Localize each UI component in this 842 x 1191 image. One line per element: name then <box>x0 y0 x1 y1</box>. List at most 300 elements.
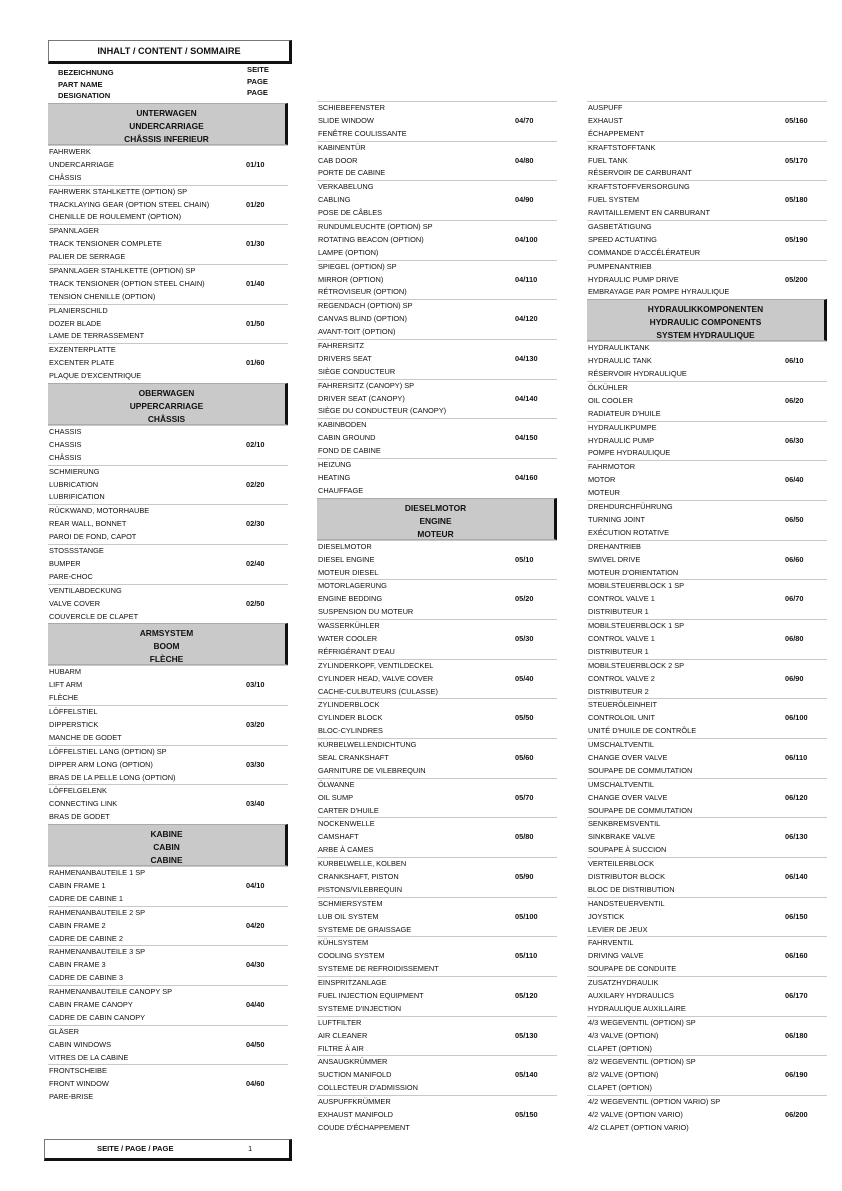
page-title: INHALT / CONTENT / SOMMAIRE <box>48 40 292 64</box>
toc-entry[interactable] <box>317 299 557 339</box>
part-name-de: CHASSIS <box>49 427 82 437</box>
page-code: 04/150 <box>515 433 538 443</box>
section-title-line: KABINE <box>150 829 183 840</box>
part-name-fr: RAVITAILLEMENT EN CARBURANT <box>588 208 710 218</box>
part-name-de: KRAFTSTOFFVERSORGUNG <box>588 182 690 192</box>
part-name-en: 4/3 VALVE (OPTION) <box>588 1030 659 1040</box>
part-name-en: CABIN FRAME 1 <box>49 880 106 890</box>
page-code: 04/130 <box>515 353 538 363</box>
page-code: 05/130 <box>515 1030 538 1040</box>
page-code: 03/20 <box>246 719 265 729</box>
part-name-de: HUBARM <box>49 667 82 677</box>
part-name-en: HYDRAULIC PUMP DRIVE <box>588 274 679 284</box>
part-name-en: BUMPER <box>49 558 81 568</box>
page-code: 06/180 <box>785 1030 808 1040</box>
toc-entry[interactable] <box>587 619 827 659</box>
page-code: 01/50 <box>246 318 265 328</box>
part-name-de: PUMPENANTRIEB <box>588 261 652 271</box>
page-code: 04/140 <box>515 393 538 403</box>
toc-entry[interactable] <box>317 857 557 897</box>
part-name-de: MOBILSTEUERBLOCK 1 SP <box>588 581 685 591</box>
part-name-en: CONTROL VALVE 1 <box>588 594 655 604</box>
page-code: 06/150 <box>785 911 808 921</box>
toc-entry[interactable] <box>317 778 557 818</box>
part-name-de: GASBETÄTIGUNG <box>588 222 652 232</box>
part-name-en: FUEL TANK <box>588 155 628 165</box>
toc-entry[interactable] <box>587 260 827 300</box>
toc-column-3 <box>587 101 827 1135</box>
page-code: 05/80 <box>515 832 534 842</box>
part-name-de: RUNDUMLEUCHTE (OPTION) SP <box>318 222 433 232</box>
page-code: 04/60 <box>246 1079 265 1089</box>
page-code: 05/70 <box>515 792 534 802</box>
part-name-fr: RADIATEUR D'HUILE <box>588 408 661 418</box>
part-name-fr: COUDE D'ÉCHAPPEMENT <box>318 1122 410 1132</box>
page-code: 05/100 <box>515 911 538 921</box>
part-name-de: LUFTFILTER <box>318 1017 362 1027</box>
section-title-line: MOTEUR <box>417 528 454 539</box>
part-name-en: DIESEL ENGINE <box>318 554 375 564</box>
part-name-fr: CLAPET (OPTION) <box>588 1083 652 1093</box>
page-code: 04/20 <box>246 920 265 930</box>
part-name-fr: PISTONS/VILEBREQUIN <box>318 884 403 894</box>
part-name-en: EXHAUST MANIFOLD <box>318 1110 394 1120</box>
part-name-de: SCHMIERUNG <box>49 466 100 476</box>
page-code: 06/50 <box>785 514 804 524</box>
part-name-en: CABIN WINDOWS <box>49 1039 111 1049</box>
part-name-fr: RÉFRIGÉRANT D'EAU <box>318 646 395 656</box>
part-name-fr: CHENILLE DE ROULEMENT (OPTION) <box>49 212 182 222</box>
toc-entry[interactable] <box>48 504 288 544</box>
page-code: 05/30 <box>515 633 534 643</box>
page-code: 01/60 <box>246 358 265 368</box>
toc-entry[interactable] <box>587 141 827 181</box>
part-name-de: MOBILSTEUERBLOCK 1 SP <box>588 621 685 631</box>
toc-entry[interactable] <box>587 976 827 1016</box>
section-title-line: UNTERWAGEN <box>136 108 197 118</box>
toc-entry[interactable] <box>48 745 288 785</box>
part-name-fr: BLOC DE DISTRIBUTION <box>588 884 675 894</box>
part-name-de: KURBELWELLENDICHTUNG <box>318 740 417 750</box>
part-name-de: DREHDURCHFÜHRUNG <box>588 502 673 512</box>
part-name-de: VENTILABDECKUNG <box>49 585 122 595</box>
section-title-line: ENGINE <box>419 515 452 526</box>
toc-entry[interactable] <box>317 976 557 1016</box>
toc-entry[interactable] <box>317 379 557 419</box>
toc-entry[interactable] <box>587 421 827 461</box>
part-name-de: STEUERÖLEINHEIT <box>588 700 657 710</box>
toc-entry[interactable] <box>587 778 827 818</box>
page-code: 04/90 <box>515 195 534 205</box>
part-name-en: CABIN FRAME 3 <box>49 960 106 970</box>
section-header <box>48 623 288 665</box>
part-name-en: DISTRIBUTOR BLOCK <box>588 871 666 881</box>
section-title-line: ARMSYSTEM <box>139 628 194 639</box>
toc-entry[interactable] <box>587 500 827 540</box>
page-code: 04/100 <box>515 234 538 244</box>
part-name-en: LUBRICATION <box>49 479 99 489</box>
part-name-fr: SOUPAPE DE COMMUTATION <box>588 805 693 815</box>
part-name-de: 4/2 WEGEVENTIL (OPTION VARIO) SP <box>588 1097 721 1107</box>
part-name-en: ENGINE BEDDING <box>318 594 383 604</box>
part-name-en: CHASSIS <box>49 439 82 449</box>
part-name-en: 4/2 VALVE (OPTION VARIO) <box>588 1110 683 1120</box>
header-label-page-fr: PAGE <box>247 88 268 97</box>
part-name-fr: RÉSERVOIR HYDRAULIQUE <box>588 369 687 379</box>
page-code: 06/60 <box>785 554 804 564</box>
toc-entry[interactable] <box>48 906 288 946</box>
section-title-line: UPPERCARRIAGE <box>129 401 204 412</box>
toc-entry[interactable] <box>48 343 288 383</box>
part-name-de: MOTORLAGERUNG <box>318 581 387 591</box>
toc-entry[interactable] <box>587 738 827 778</box>
part-name-en: FRONT WINDOW <box>49 1079 109 1089</box>
part-name-en: TRACKLAYING GEAR (OPTION STEEL CHAIN) <box>49 199 210 209</box>
toc-entry[interactable] <box>48 665 288 705</box>
page-code: 02/50 <box>246 598 265 608</box>
page-code: 01/30 <box>246 239 265 249</box>
header-label-seite: SEITE <box>247 65 269 74</box>
part-name-fr: CADRE DE CABINE 3 <box>49 973 123 983</box>
toc-entry[interactable] <box>48 584 288 624</box>
toc-entry[interactable] <box>317 260 557 300</box>
part-name-fr: FOND DE CABINE <box>318 446 381 456</box>
toc-entry[interactable] <box>317 418 557 458</box>
part-name-en: CAB DOOR <box>318 155 358 165</box>
toc-entry[interactable] <box>317 1016 557 1056</box>
part-name-de: SPIEGEL (OPTION) SP <box>318 261 397 271</box>
toc-entry[interactable] <box>587 101 827 141</box>
part-name-fr: SOUPAPE DE CONDUITE <box>588 964 677 974</box>
part-name-de: ZYLINDERKOPF, VENTILDECKEL <box>318 660 434 670</box>
part-name-en: CANVAS BLIND (OPTION) <box>318 314 407 324</box>
toc-entry[interactable] <box>48 544 288 584</box>
part-name-fr: MOTEUR DIESEL <box>318 567 379 577</box>
section-header <box>317 498 557 540</box>
toc-entry[interactable] <box>317 101 557 141</box>
part-name-fr: UNITÉ D'HUILE DE CONTRÔLE <box>588 726 697 736</box>
page-code: 02/40 <box>246 558 265 568</box>
part-name-fr: PALIER DE SERRAGE <box>49 252 126 262</box>
part-name-de: REGENDACH (OPTION) SP <box>318 301 413 311</box>
toc-entry[interactable] <box>48 425 288 465</box>
toc-entry[interactable] <box>48 1025 288 1065</box>
section-title-line: BOOM <box>153 641 180 652</box>
part-name-de: EINSPRITZANLAGE <box>318 978 387 988</box>
page-code: 02/20 <box>246 479 265 489</box>
part-name-de: LÖFFELGELENK <box>49 786 107 796</box>
section-header <box>48 103 288 145</box>
part-name-en: DIPPER ARM LONG (OPTION) <box>49 759 153 769</box>
page-code: 02/30 <box>246 519 265 529</box>
column-header-name <box>58 67 114 102</box>
part-name-en: DRIVERS SEAT <box>318 353 372 363</box>
toc-entry[interactable] <box>48 145 288 185</box>
page-code: 05/110 <box>515 951 538 961</box>
part-name-en: CRANKSHAFT, PISTON <box>318 871 399 881</box>
part-name-de: RAHMENANBAUTEILE 1 SP <box>49 868 146 878</box>
part-name-en: CAMSHAFT <box>318 832 359 842</box>
page-code: 01/10 <box>246 159 265 169</box>
part-name-de: UMSCHALTVENTIL <box>588 779 654 789</box>
toc-entry[interactable] <box>587 1095 827 1135</box>
toc-entry[interactable] <box>48 304 288 344</box>
part-name-fr: CHÂSSIS <box>49 172 82 182</box>
toc-entry[interactable] <box>587 897 827 937</box>
part-name-en: HYDRAULIC TANK <box>588 356 652 366</box>
page-code: 05/50 <box>515 713 534 723</box>
part-name-fr: EXÉCUTION ROTATIVE <box>588 527 670 537</box>
part-name-en: SEAL CRANKSHAFT <box>318 752 389 762</box>
part-name-fr: POSE DE CÂBLES <box>318 208 383 218</box>
footer-label: SEITE / PAGE / PAGE <box>97 1144 174 1153</box>
part-name-fr: SYSTEME DE REFROIDISSEMENT <box>318 964 439 974</box>
part-name-fr: SYSTEME D'INJECTION <box>318 1003 402 1013</box>
toc-entry[interactable] <box>317 141 557 181</box>
toc-entry[interactable] <box>317 698 557 738</box>
toc-entry[interactable] <box>587 579 827 619</box>
part-name-fr: FLÈCHE <box>49 693 79 703</box>
part-name-fr: SUSPENSION DU MOTEUR <box>318 607 414 617</box>
part-name-en: VALVE COVER <box>49 598 101 608</box>
part-name-de: GLÄSER <box>49 1026 79 1036</box>
part-name-fr: CADRE DE CABINE 1 <box>49 893 123 903</box>
part-name-de: SENKBREMSVENTIL <box>588 819 661 829</box>
toc-entry[interactable] <box>317 458 557 498</box>
section-header <box>48 824 288 866</box>
part-name-fr: MANCHE DE GODET <box>49 732 122 742</box>
part-name-de: ANSAUGKRÜMMER <box>318 1057 388 1067</box>
toc-entry[interactable] <box>587 698 827 738</box>
part-name-en: TRACK TENSIONER COMPLETE <box>49 239 162 249</box>
page-code: 06/100 <box>785 713 808 723</box>
section-title-line: CABIN <box>153 842 180 853</box>
page-code: 05/20 <box>515 594 534 604</box>
part-name-de: HYDRAULIKPUMPE <box>588 422 657 432</box>
part-name-de: FAHRVENTIL <box>588 938 634 948</box>
part-name-en: TURNING JOINT <box>588 514 646 524</box>
section-title-line: CABINE <box>150 855 183 866</box>
page-code: 06/90 <box>785 673 804 683</box>
part-name-fr: SOUPAPE DE COMMUTATION <box>588 765 693 775</box>
toc-entry[interactable] <box>317 180 557 220</box>
part-name-en: CHANGE OVER VALVE <box>588 752 668 762</box>
part-name-de: SCHIEBEFENSTER <box>318 103 385 112</box>
toc-entry[interactable] <box>587 460 827 500</box>
page-code: 06/70 <box>785 594 804 604</box>
page-code: 05/160 <box>785 115 808 125</box>
part-name-en: COOLING SYSTEM <box>318 951 385 961</box>
part-name-de: SPANNLAGER STAHLKETTE (OPTION) SP <box>49 266 196 276</box>
page-code: 06/30 <box>785 435 804 445</box>
part-name-en: ROTATING BEACON (OPTION) <box>318 234 424 244</box>
header-label-designation: DESIGNATION <box>58 91 111 100</box>
part-name-fr: 4/2 CLAPET (OPTION VARIO) <box>588 1122 689 1132</box>
page-code: 04/40 <box>246 999 265 1009</box>
part-name-fr: FENÊTRE COULISSANTE <box>318 128 407 138</box>
toc-entry[interactable] <box>48 945 288 985</box>
toc-entry[interactable] <box>587 540 827 580</box>
part-name-fr: CACHE-CULBUTEURS (CULASSE) <box>318 686 438 696</box>
page-code: 06/170 <box>785 991 808 1000</box>
toc-entry[interactable] <box>587 1016 827 1056</box>
page-code: 05/10 <box>515 554 534 564</box>
part-name-en: SPEED ACTUATING <box>588 234 657 244</box>
page-code: 06/110 <box>785 752 808 762</box>
toc-entry[interactable] <box>587 180 827 220</box>
part-name-fr: FILTRE À AIR <box>318 1043 364 1053</box>
part-name-de: ZYLINDERBLOCK <box>318 700 380 710</box>
page-code: 03/40 <box>246 799 265 809</box>
part-name-fr: CHÂSSIS <box>49 452 82 462</box>
part-name-en: CABIN FRAME CANOPY <box>49 999 133 1009</box>
toc-entry[interactable] <box>48 1064 288 1104</box>
part-name-de: RÜCKWAND, MOTORHAUBE <box>49 506 150 516</box>
part-name-de: KÜHLSYSTEM <box>318 938 369 948</box>
part-name-en: EXHAUST <box>588 115 623 125</box>
part-name-de: 4/3 WEGEVENTIL (OPTION) SP <box>588 1017 696 1027</box>
part-name-de: RAHMENANBAUTEILE 2 SP <box>49 907 146 917</box>
toc-entry[interactable] <box>587 220 827 260</box>
part-name-de: DREHANTRIEB <box>588 541 641 551</box>
section-title-line: FLÈCHE <box>149 654 184 665</box>
page-code: 06/200 <box>785 1110 808 1120</box>
part-name-fr: PARE-CHOC <box>49 571 93 581</box>
part-name-fr: PAROI DE FOND, CAPOT <box>49 532 137 542</box>
part-name-en: REAR WALL, BONNET <box>49 519 127 529</box>
toc-entry[interactable] <box>48 264 288 304</box>
page-code: 01/40 <box>246 278 265 288</box>
toc-entry[interactable] <box>48 784 288 824</box>
toc-entry[interactable] <box>317 579 557 619</box>
page-code: 06/40 <box>785 475 804 485</box>
part-name-fr: LAME DE TERRASSEMENT <box>49 331 145 341</box>
toc-entry[interactable] <box>48 866 288 906</box>
part-name-fr: AVANT-TOIT (OPTION) <box>318 327 396 337</box>
toc-entry[interactable] <box>48 985 288 1025</box>
part-name-en: EXCENTER PLATE <box>49 358 115 368</box>
toc-entry[interactable] <box>587 341 827 381</box>
part-name-fr: COMMANDE D'ACCÉLÉRATEUR <box>588 247 701 257</box>
header-label-page: PAGE <box>247 76 268 86</box>
part-name-fr: DISTRIBUTEUR 1 <box>588 646 649 656</box>
part-name-de: KABINBODEN <box>318 420 367 430</box>
toc-entry[interactable] <box>317 540 557 580</box>
toc-entry[interactable] <box>317 1055 557 1095</box>
page-code: 03/30 <box>246 759 265 769</box>
page-code: 06/10 <box>785 356 804 366</box>
toc-entry[interactable] <box>48 185 288 225</box>
part-name-fr: SYSTEME DE GRAISSAGE <box>318 924 412 934</box>
toc-entry[interactable] <box>587 381 827 421</box>
part-name-en: HEATING <box>318 472 351 482</box>
part-name-de: 8/2 WEGEVENTIL (OPTION) SP <box>588 1057 696 1067</box>
section-title-line: UNDERCARRIAGE <box>129 121 204 131</box>
toc-entry[interactable] <box>317 220 557 260</box>
part-name-en: MOTOR <box>588 475 616 485</box>
part-name-fr: SIÈGE DU CONDUCTEUR (CANOPY) <box>318 406 447 416</box>
part-name-de: ÖLWANNE <box>318 779 355 789</box>
toc-entry[interactable] <box>317 339 557 379</box>
part-name-de: DIESELMOTOR <box>318 541 372 551</box>
part-name-de: KABINENTÜR <box>318 142 366 152</box>
toc-entry[interactable] <box>587 817 827 857</box>
page-code: 05/190 <box>785 234 808 244</box>
page-code: 06/160 <box>785 951 808 961</box>
part-name-de: SPANNLAGER <box>49 226 99 236</box>
toc-entry[interactable] <box>587 1055 827 1095</box>
part-name-fr: MOTEUR <box>588 488 621 498</box>
toc-entry[interactable] <box>317 1095 557 1135</box>
part-name-fr: RÉTROVISEUR (OPTION) <box>318 287 407 297</box>
part-name-fr: LUBRIFICATION <box>49 492 105 502</box>
part-name-fr: BRAS DE GODET <box>49 812 110 822</box>
part-name-en: SUCTION MANIFOLD <box>318 1070 392 1080</box>
section-title-line: HYDRAULIKKOMPONENTEN <box>647 304 764 315</box>
toc-entry[interactable] <box>317 619 557 659</box>
part-name-en: WATER COOLER <box>318 633 378 643</box>
page-code: 03/10 <box>246 680 265 690</box>
part-name-de: RAHMENANBAUTEILE 3 SP <box>49 947 146 957</box>
page-code: 06/20 <box>785 395 804 405</box>
part-name-fr: DISTRIBUTEUR 2 <box>588 686 649 696</box>
part-name-en: TRACK TENSIONER (OPTION STEEL CHAIN) <box>49 278 205 288</box>
part-name-fr: ÉCHAPPEMENT <box>588 128 645 138</box>
header-label-part-name: PART NAME <box>58 79 103 89</box>
part-name-fr: BLOC-CYLINDRES <box>318 726 383 736</box>
part-name-en: CABIN FRAME 2 <box>49 920 106 930</box>
part-name-de: PLANIERSCHILD <box>49 305 108 315</box>
part-name-en: 8/2 VALVE (OPTION) <box>588 1070 659 1080</box>
page-code: 04/80 <box>515 155 534 165</box>
part-name-de: FRONTSCHEIBE <box>49 1066 107 1076</box>
page-code: 05/140 <box>515 1070 538 1080</box>
part-name-en: SWIVEL DRIVE <box>588 554 641 564</box>
section-header <box>48 383 288 425</box>
toc-entry[interactable] <box>317 897 557 937</box>
part-name-fr: SOUPAPE À SUCCION <box>588 845 667 855</box>
part-name-de: FAHRWERK <box>49 147 91 156</box>
toc-entry[interactable] <box>48 465 288 505</box>
page-code: 05/120 <box>515 991 538 1000</box>
toc-entry[interactable] <box>317 936 557 976</box>
part-name-de: VERKABELUNG <box>318 182 374 192</box>
part-name-fr: GARNITURE DE VILEBREQUIN <box>318 765 426 775</box>
part-name-de: UMSCHALTVENTIL <box>588 740 654 750</box>
toc-entry[interactable] <box>317 738 557 778</box>
toc-entry[interactable] <box>587 659 827 699</box>
section-header <box>587 299 827 341</box>
part-name-de: RAHMENANBAUTEILE CANOPY SP <box>49 987 173 997</box>
part-name-de: KRAFTSTOFFTANK <box>588 142 656 152</box>
toc-entry[interactable] <box>48 705 288 745</box>
part-name-fr: VITRES DE LA CABINE <box>49 1052 129 1062</box>
part-name-de: LÖFFELSTIEL <box>49 707 98 717</box>
part-name-en: AUXILARY HYDRAULICS <box>588 991 674 1000</box>
part-name-de: FAHRERSITZ <box>318 341 364 351</box>
part-name-de: AUSPUFF <box>588 103 623 112</box>
part-name-de: LÖFFELSTIEL LANG (OPTION) SP <box>49 746 167 756</box>
page-code: 05/180 <box>785 195 808 205</box>
toc-entry[interactable] <box>587 857 827 897</box>
toc-entry[interactable] <box>317 817 557 857</box>
part-name-en: CONTROL VALVE 2 <box>588 673 655 683</box>
toc-entry[interactable] <box>587 936 827 976</box>
part-name-fr: CHAUFFAGE <box>318 485 364 495</box>
toc-entry[interactable] <box>317 659 557 699</box>
page-code: 04/120 <box>515 314 538 324</box>
toc-entry[interactable] <box>48 224 288 264</box>
